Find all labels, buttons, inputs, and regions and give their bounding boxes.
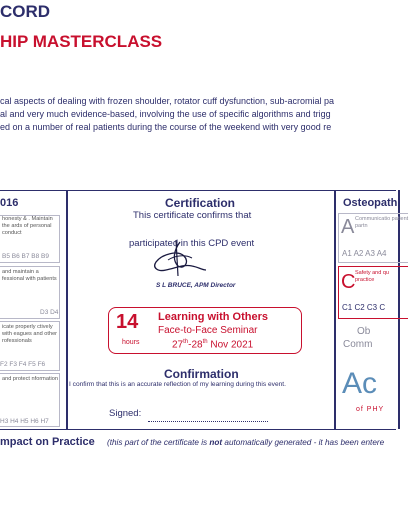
certification-line-1: This certificate confirms that: [133, 210, 252, 221]
event-date-rest: Nov 2021: [207, 339, 254, 351]
signature-line[interactable]: [148, 421, 268, 422]
event-date: [172, 339, 253, 350]
event-title: Learning with Others: [158, 311, 269, 323]
signed-label: Signed:: [109, 408, 142, 419]
signer-name: S L BRUCE, APM Director: [156, 282, 236, 289]
confirmation-text: I confirm that this is an accurate reflection of my learning during this event.: [69, 381, 286, 388]
certification-heading: Certification: [165, 196, 236, 210]
academy-logo: Ac: [342, 367, 378, 400]
impact-note-not: not: [209, 438, 223, 447]
standard-box-b-text: honesty & . Maintain the ards of personal conduct: [2, 216, 53, 236]
hours-label: hours: [122, 339, 140, 346]
event-date-th2: th: [202, 339, 208, 345]
event-date-th1: th: [183, 339, 189, 345]
impact-heading: mpact on Practice: [0, 436, 95, 448]
box-a-text: Communicatio patient partn: [355, 216, 409, 229]
divider-left: [66, 190, 68, 429]
box-c-letter: C: [341, 271, 356, 293]
osteopath-box-c: [338, 266, 408, 319]
description-line-3: ed on a number of real patients during the course of the weekend with very good re: [0, 122, 332, 132]
standard-box-b: [0, 215, 60, 263]
impact-note: [107, 438, 384, 447]
standard-box-h-text: and protect nformation: [2, 376, 58, 382]
right-panel-heading: Osteopath: [343, 197, 398, 209]
title-line-2: HIP MASTERCLASS: [0, 32, 163, 51]
standard-box-b-codes: B5 B6 B7 B8 B9: [2, 253, 49, 260]
osteopath-ob-text: Ob: [357, 326, 371, 337]
impact-note-after: automatically generated - it has been entere: [222, 438, 385, 447]
director-signature: [150, 240, 210, 280]
standard-box-d: [0, 266, 60, 319]
standard-box-f: [0, 321, 60, 371]
box-a-letter: A: [341, 216, 355, 238]
standard-box-h: [0, 373, 60, 427]
box-c-codes: C1 C2 C3 C: [342, 303, 386, 312]
description-line-1: cal aspects of dealing with frozen shoulder, rotator cuff dysfunction, sub-acromial pa: [0, 96, 335, 106]
standard-box-d-text: and maintain a fessional with patients: [2, 269, 57, 282]
certification-line-2: participated in this CPD event: [129, 238, 255, 249]
divider-right: [334, 190, 336, 429]
hours-number: 14: [116, 311, 139, 333]
event-date-day1: 27: [172, 339, 184, 351]
box-c-text: Safety and qu practice: [355, 270, 389, 283]
event-subtitle: Face-to-Face Seminar: [158, 325, 258, 336]
osteopath-box-a: [338, 213, 408, 263]
confirmation-heading: Confirmation: [164, 367, 239, 381]
impact-note-before: (this part of the certificate is: [107, 438, 210, 447]
standard-box-h-codes: H3 H4 H5 H6 H7: [0, 418, 49, 425]
event-date-sep: -28: [188, 339, 203, 351]
osteopath-comm-text: Comm: [343, 339, 373, 350]
standard-box-f-text: icate properly ctively with eagues and other rofessionals: [2, 324, 58, 344]
box-a-codes: A1 A2 A3 A4: [342, 249, 387, 258]
academy-logo-subtext: of PHY: [356, 406, 385, 413]
standard-box-f-codes: F2 F3 F4 F5 F6: [0, 361, 46, 368]
description-line-2: al and very much evidence-based, involving the use of specific algorithms and trigg: [0, 109, 331, 119]
title-line-1: CORD: [0, 2, 51, 21]
left-panel-heading: 016: [0, 197, 19, 209]
standard-box-d-codes: D3 D4: [40, 309, 59, 316]
